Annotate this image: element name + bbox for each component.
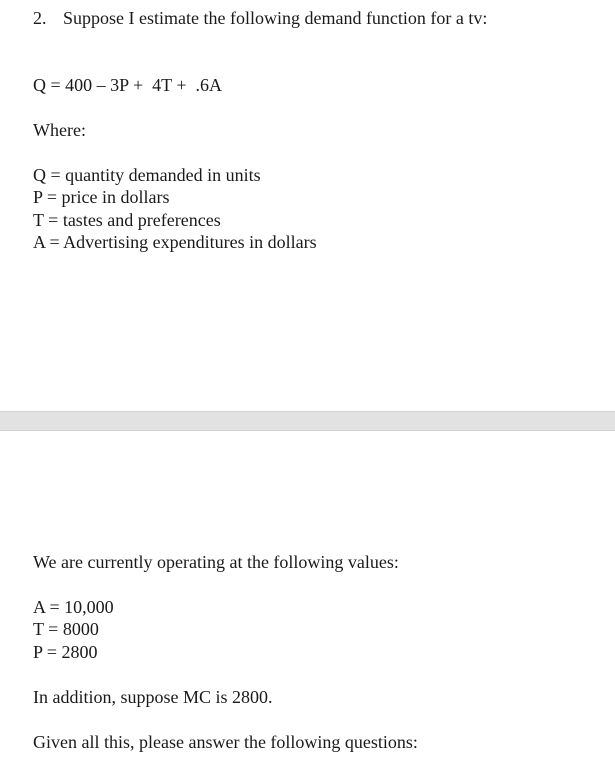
- question-heading: [33, 7, 487, 29]
- question-number: 2.: [33, 8, 47, 28]
- value-t: T = 8000: [33, 619, 99, 639]
- current-values-intro: We are currently operating at the following values:: [33, 552, 399, 572]
- definition-a: A = Advertising expenditures in dollars: [33, 232, 317, 252]
- document-page-2: [0, 431, 615, 766]
- definition-q: Q = quantity demanded in units: [33, 165, 261, 185]
- mc-statement: In addition, suppose MC is 2800.: [33, 687, 273, 707]
- definition-t: T = tastes and preferences: [33, 210, 221, 230]
- demand-equation: Q = 400 – 3P + 4T + .6A: [33, 75, 222, 95]
- question-text: Suppose I estimate the following demand function for a tv:: [63, 8, 488, 28]
- page-separator: [0, 411, 615, 431]
- value-a: A = 10,000: [33, 597, 114, 617]
- where-label: Where:: [33, 120, 86, 140]
- value-p: P = 2800: [33, 642, 98, 662]
- definition-p: P = price in dollars: [33, 187, 170, 207]
- closing-instruction: Given all this, please answer the following questions:: [33, 732, 418, 752]
